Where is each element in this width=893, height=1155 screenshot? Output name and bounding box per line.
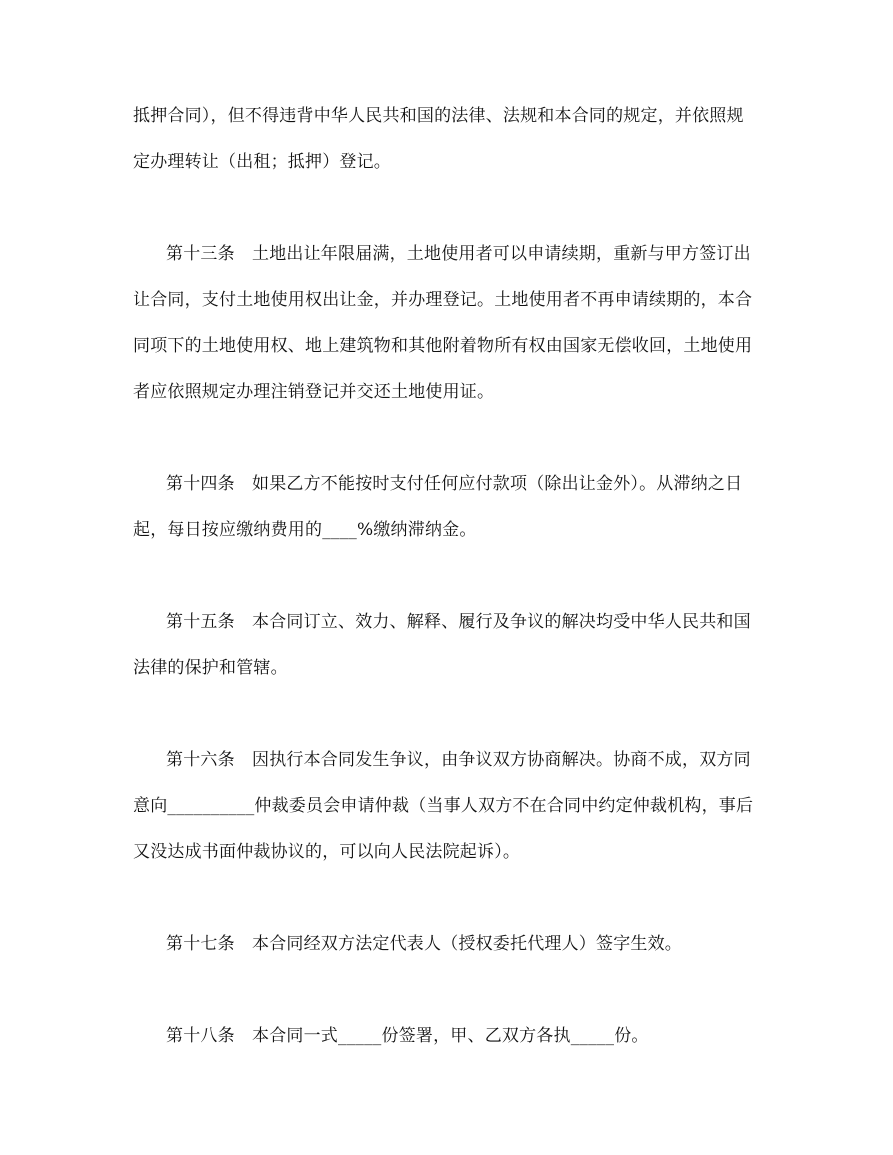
paragraph-line: 意向__________仲裁委员会申请仲裁（当事人双方不在合同中约定仲裁机构，事后 (133, 796, 754, 816)
article-14-line: 第十四条 如果乙方不能按时支付任何应付款项（除出让金外）。从滞纳之日 (166, 474, 743, 494)
article-16-line: 第十六条 因执行本合同发生争议，由争议双方协商解决。协商不成，双方同 (166, 750, 751, 770)
article-15-line: 第十五条 本合同订立、效力、解释、履行及争议的解决均受中华人民共和国 (166, 612, 751, 632)
paragraph-line: 同项下的土地使用权、地上建筑物和其他附着物所有权由国家无偿收回，土地使用 (133, 336, 753, 356)
paragraph-line: 又没达成书面仲裁协议的，可以向人民法院起诉）。 (133, 842, 521, 862)
article-18-line: 第十八条 本合同一式_____份签署，甲、乙双方各执_____份。 (166, 1026, 649, 1046)
paragraph-line: 法律的保护和管辖。 (133, 658, 288, 678)
paragraph-line: 让合同，支付土地使用权出让金，并办理登记。土地使用者不再申请续期的，本合 (133, 290, 753, 310)
paragraph-line: 起，每日按应缴纳费用的____%缴纳滞纳金。 (133, 520, 477, 540)
paragraph-line: 定办理转让（出租；抵押）登记。 (133, 152, 391, 172)
paragraph-line: 者应依照规定办理注销登记并交还土地使用证。 (133, 382, 495, 402)
paragraph-line: 抵押合同），但不得违背中华人民共和国的法律、法规和本合同的规定，并依照规 (133, 106, 744, 126)
article-17-line: 第十七条 本合同经双方法定代表人（授权委托代理人）签字生效。 (166, 934, 682, 954)
article-13-line: 第十三条 土地出让年限届满，土地使用者可以申请续期，重新与甲方签订出 (166, 244, 751, 264)
